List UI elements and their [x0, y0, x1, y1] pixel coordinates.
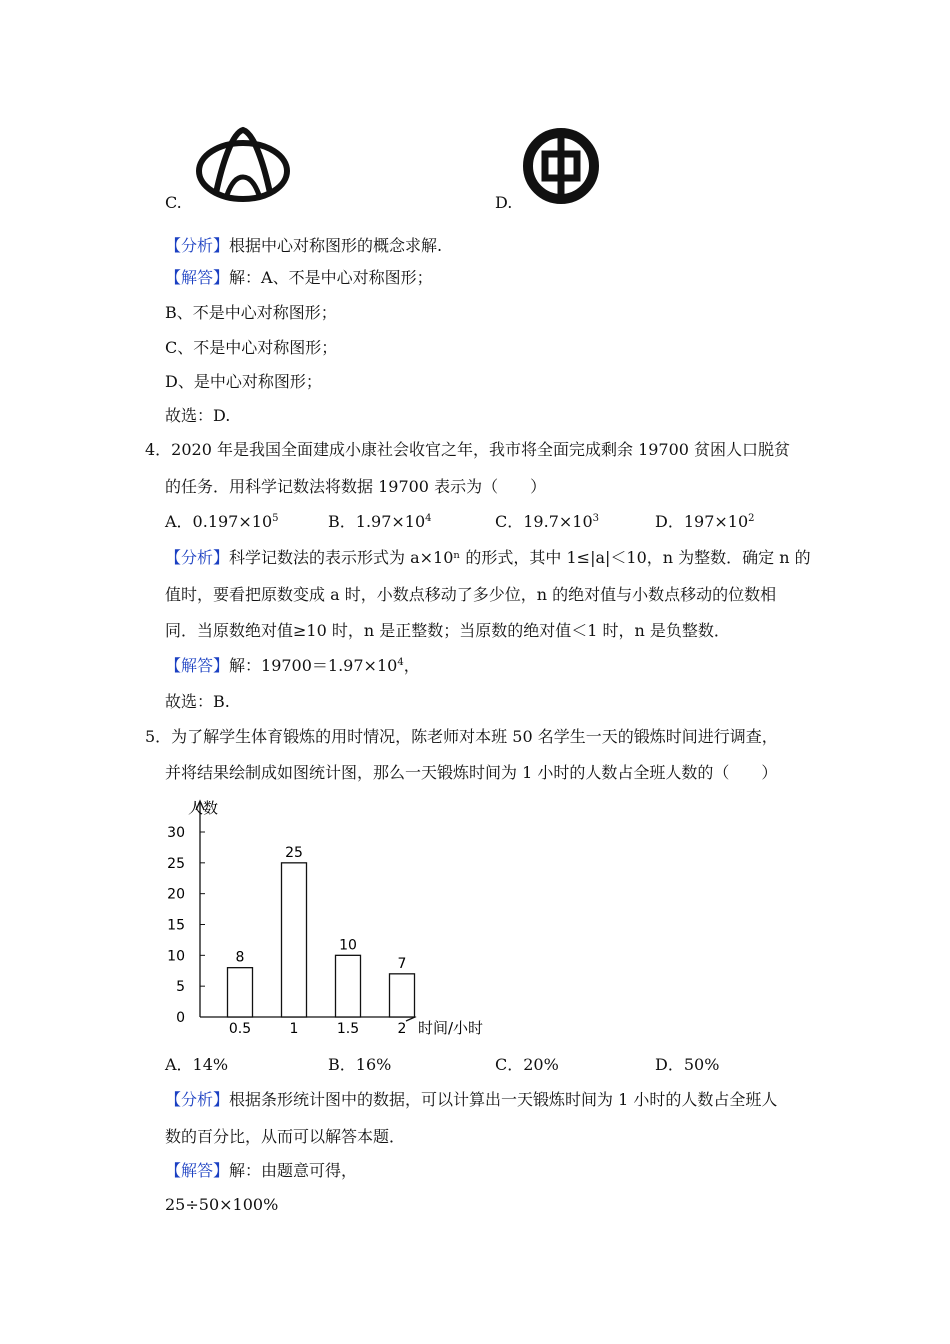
q5-analysis-line2: 数的百分比，从而可以解答本题． — [165, 1127, 406, 1146]
bar — [228, 968, 253, 1017]
answer-tag: 【解答】 — [165, 1161, 230, 1180]
bar-chart — [160, 790, 500, 1040]
q5-option-d: D．50% — [655, 1055, 720, 1074]
q4-answer-final: 故选：B. — [165, 692, 230, 711]
option-d-figure — [522, 127, 600, 205]
q4-option-b: B．$1.97\times 10^4$ — [328, 512, 432, 531]
q4-stem-line2: 的任务．用科学记数法将数据 19700 表示为（ ） — [165, 477, 547, 496]
q3-answer-line2: B、不是中心对称图形； — [165, 303, 337, 322]
y-tick-label: 0 — [176, 1010, 185, 1026]
y-ticks — [167, 825, 205, 1026]
x-tick-label: 1.5 — [336, 1021, 360, 1037]
y-axis-label: 人数 — [188, 799, 219, 817]
q4-stem-line1: 4．2020 年是我国全面建成小康社会收官之年，我市将全面完成剩余 19700 贫困人口脱贫 — [145, 440, 791, 459]
y-tick-label: 25 — [167, 855, 185, 872]
y-tick-label: 5 — [176, 979, 185, 996]
q5-stem-line2: 并将结果绘制成如图统计图，那么一天锻炼时间为 1 小时的人数占全班人数的（ ） — [165, 763, 778, 782]
bar-value-label: 10 — [339, 937, 357, 954]
q3-answer — [165, 268, 433, 288]
q4-option-c: C．$19.7\times 10^3$ — [495, 512, 600, 531]
option-c-label: C. — [165, 193, 182, 212]
y-tick-label: 10 — [167, 948, 185, 965]
bar-value-label: 8 — [235, 949, 245, 966]
q4-analysis-line1: 【分析】科学记数法的表示形式为 a×10ⁿ 的形式，其中 1≤|a|＜10，n 为整数．确定 n 的 — [165, 548, 811, 567]
q4-option-d: D．$197\times 10^2$ — [655, 512, 755, 531]
q3-analysis-text: 根据中心对称图形的概念求解. — [229, 236, 443, 255]
answer-tag: 【解答】 — [165, 268, 230, 287]
q5-formula: 25÷50×100% — [165, 1195, 279, 1214]
q4-answer: 【解答】解：$19700=1.97\times 10^4$， — [165, 656, 420, 675]
q5-option-c: C．20% — [495, 1055, 559, 1074]
analysis-tag: 【分析】 — [165, 236, 230, 255]
answer-tag: 【解答】 — [165, 656, 230, 675]
q3-answer-line4: D、是中心对称图形； — [165, 372, 322, 391]
q3-answer-line1: 解：A、不是中心对称图形； — [229, 268, 433, 287]
q3-answer-final: 故选：D. — [165, 406, 231, 425]
x-ticks — [229, 1021, 407, 1037]
bars — [228, 845, 415, 1017]
q5-option-b: B．16% — [328, 1055, 392, 1074]
q4-analysis-line3: 同．当原数绝对值≥10 时，n 是正整数；当原数的绝对值＜1 时，n 是负整数． — [165, 621, 730, 640]
q5-answer: 【解答】解：由题意可得， — [165, 1161, 358, 1180]
q3-answer-line3: C、不是中心对称图形； — [165, 338, 338, 357]
option-d-label: D. — [495, 193, 513, 212]
q4-analysis-line2: 值时，要看把原数变成 a 时，小数点移动了多少位，n 的绝对值与小数点移动的位数相 — [165, 585, 777, 604]
q5-option-a: A．14% — [165, 1055, 229, 1074]
q5-stem-line1: 5．为了解学生体育锻炼的用时情况，陈老师对本班 50 名学生一天的锻炼时间进行调查， — [145, 727, 778, 746]
q5-analysis-line1: 【分析】根据条形统计图中的数据，可以计算出一天锻炼时间为 1 小时的人数占全班人 — [165, 1090, 778, 1109]
analysis-tag: 【分析】 — [165, 1090, 230, 1109]
analysis-tag: 【分析】 — [165, 548, 230, 567]
q4-option-a: A．$0.197\times 10^5$ — [165, 512, 279, 531]
option-c-figure — [194, 125, 292, 203]
bar — [336, 955, 361, 1017]
q3-analysis — [165, 236, 442, 256]
x-tick-label: 0.5 — [228, 1021, 252, 1037]
x-axis-label: 时间/小时 — [418, 1019, 484, 1037]
bar — [390, 974, 415, 1017]
x-tick-label: 1 — [289, 1021, 299, 1037]
bar — [282, 863, 307, 1017]
bar-value-label: 7 — [397, 955, 407, 972]
bar-value-label: 25 — [285, 844, 303, 861]
y-tick-label: 15 — [167, 917, 185, 934]
y-tick-label: 30 — [167, 825, 185, 841]
y-tick-label: 20 — [167, 886, 185, 903]
x-tick-label: 2 — [397, 1021, 407, 1037]
